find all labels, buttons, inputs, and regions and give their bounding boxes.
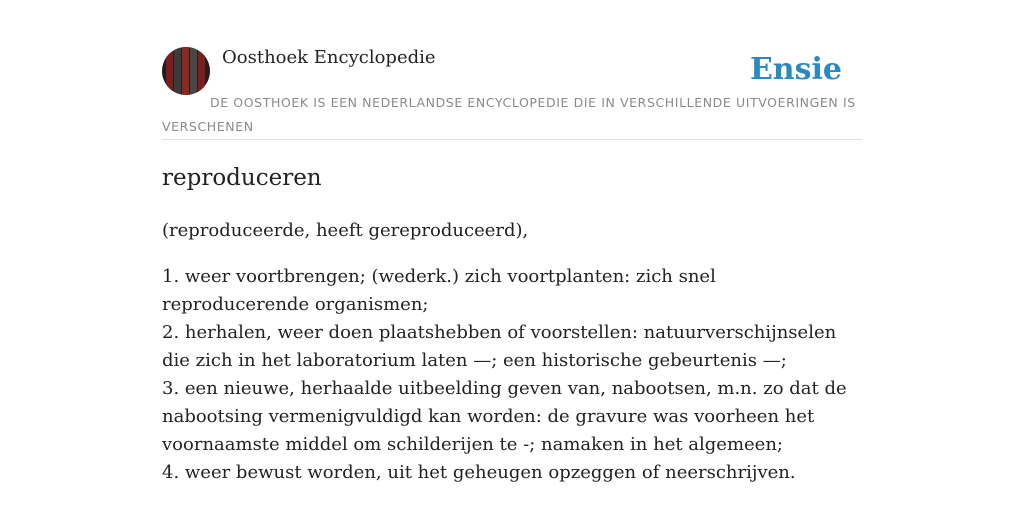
entry-title: reproduceren: [162, 165, 322, 191]
definition-item: 2. herhalen, weer doen plaatshebben of voorstellen: natuurverschijnselen die zich in het laboratorium laten —; een historische gebeurtenis —;: [162, 322, 837, 371]
encyclopedia-books-icon[interactable]: [162, 47, 210, 95]
definition-list: [162, 263, 852, 487]
brand-logo[interactable]: Ensie: [749, 52, 842, 87]
site-name[interactable]: Oosthoek Encyclopedie: [222, 47, 436, 68]
definition-item: 4. weer bewust worden, uit het geheugen opzeggen of neerschrijven.: [162, 462, 796, 483]
definition-item: 3. een nieuwe, herhaalde uitbeelding geven van, nabootsen, m.n. zo dat de nabootsing vermenigvuldigd kan worden: de gravure was voorheen het voornaamste middel om schilderijen te -; namaken in het algemeen;: [162, 378, 847, 455]
site-tagline: DE OOSTHOEK IS EEN NEDERLANDSE ENCYCLOPEDIE DIE IN VERSCHILLENDE UITVOERINGEN IS VERSCHENEN: [162, 95, 856, 134]
header-divider: [162, 139, 862, 140]
entry-grammar: (reproduceerde, heeft gereproduceerd),: [162, 220, 529, 241]
definition-item: 1. weer voortbrengen; (wederk.) zich voortplanten: zich snel reproducerende organismen;: [162, 266, 716, 315]
